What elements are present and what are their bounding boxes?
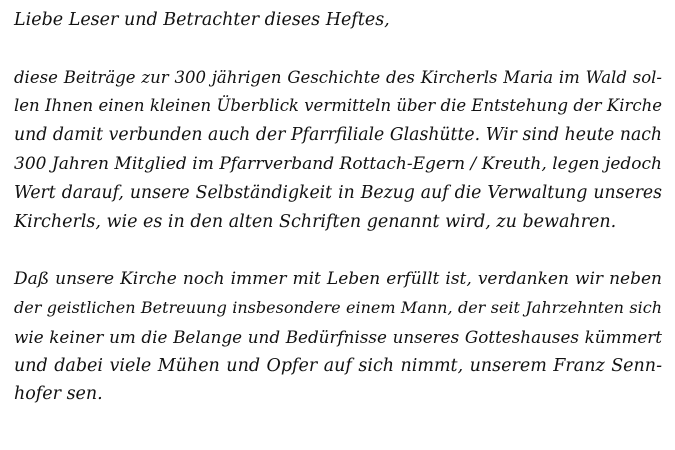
paragraph-1-last-line: Kircherls, wie es in den alten Schriften genannt wird, zu bewahren. — [14, 211, 617, 232]
paragraph-1-line: 300 Jahren Mitglied im Pfarrverband Rottach-Egern / Kreuth, legen jedoch — [14, 153, 662, 174]
paragraph-gap — [14, 236, 662, 265]
salutation: Liebe Leser und Betrachter dieses Heftes, — [14, 10, 390, 30]
paragraph-2-line: der geistlichen Betreuung insbesondere einem Mann, der seit Jahrzehnten sich — [14, 297, 662, 317]
paragraph-1 — [14, 64, 662, 237]
paragraph-2-line: wie keiner um die Belange und Bedürfnisse unseres Gotteshauses kümmert — [14, 326, 662, 347]
paragraph-2-last-line: hofer sen. — [14, 384, 103, 405]
letter-page — [14, 6, 662, 409]
paragraph-2 — [14, 265, 662, 409]
paragraph-2-line: Daß unsere Kirche noch immer mit Leben erfüllt ist, verdanken wir neben — [14, 269, 662, 290]
paragraph-2-line: und dabei viele Mühen und Opfer auf sich nimmt, unserem Franz Senn- — [14, 355, 662, 376]
paragraph-1-line: Wert darauf, unsere Selbständigkeit in Bezug auf die Verwaltung unseres — [14, 182, 662, 203]
paragraph-1-line: und damit verbunden auch der Pfarrfiliale Glashütte. Wir sind heute nach — [14, 125, 662, 146]
paragraph-1-line: len Ihnen einen kleinen Überblick vermitteln über die Entstehung der Kirche — [14, 96, 662, 116]
paragraph-1-line: diese Beiträge zur 300 jährigen Geschichte des Kircherls Maria im Wald sol- — [14, 67, 662, 87]
